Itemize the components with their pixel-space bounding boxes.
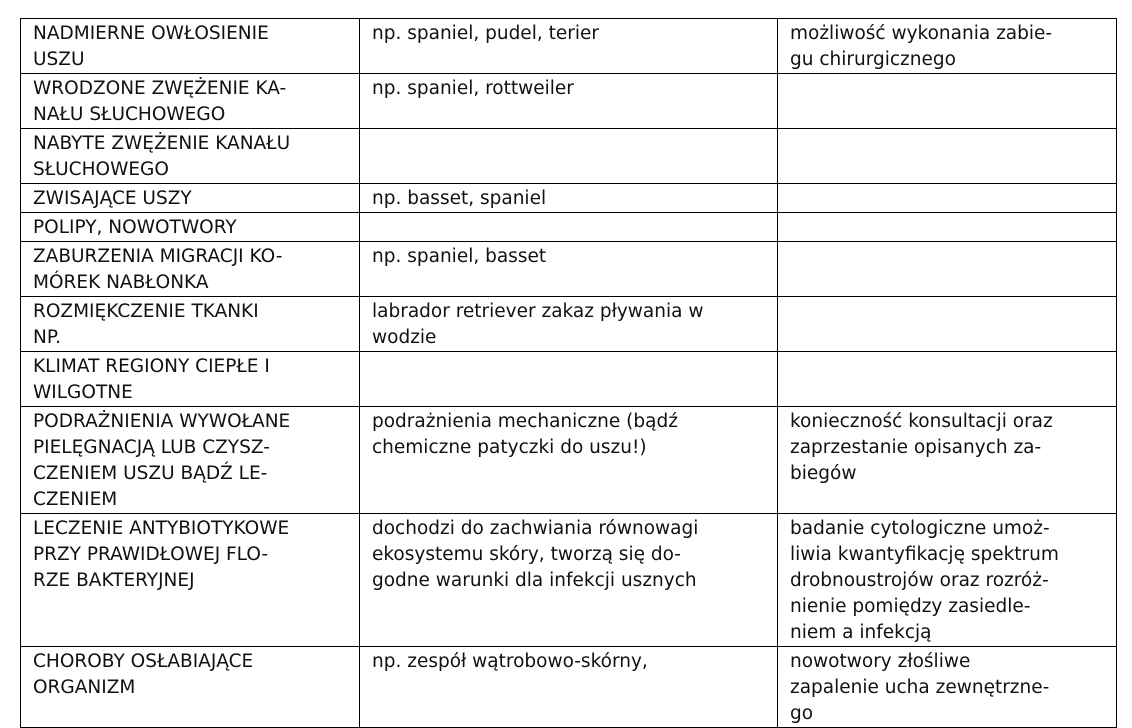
table-row: [21, 297, 1117, 352]
factor-cell: NABYTE ZWĘŻENIE KANAŁU SŁUCHOWEGO: [21, 129, 360, 184]
factor-cell: CHOROBY OSŁABIAJĄCE ORGANIZM: [21, 647, 360, 728]
breed-cell: np. basset, spaniel: [360, 184, 778, 213]
note-cell: [778, 74, 1117, 129]
breed-cell: np. spaniel, basset: [360, 242, 778, 297]
table-row: [21, 352, 1117, 407]
breed-cell: [360, 213, 778, 242]
note-cell: [778, 242, 1117, 297]
factor-cell: NADMIERNE OWŁOSIENIE USZU: [21, 19, 360, 74]
breed-cell: dochodzi do zachwiania równowagi ekosystemu skóry, tworzą się do- godne warunki dla infekcji usznych: [360, 514, 778, 647]
table-row: [21, 19, 1117, 74]
note-cell: [778, 352, 1117, 407]
factor-cell: PODRAŻNIENIA WYWOŁANE PIELĘGNACJĄ LUB CZYSZ- CZENIEM USZU BĄDŹ LE- CZENIEM: [21, 407, 360, 514]
table-row: [21, 514, 1117, 647]
breed-cell: [360, 352, 778, 407]
factor-cell: POLIPY, NOWOTWORY: [21, 213, 360, 242]
factor-cell: WRODZONE ZWĘŻENIE KA- NAŁU SŁUCHOWEGO: [21, 74, 360, 129]
breed-cell: labrador retriever zakaz pływania w wodzie: [360, 297, 778, 352]
factor-cell: KLIMAT REGIONY CIEPŁE I WILGOTNE: [21, 352, 360, 407]
factor-cell: LECZENIE ANTYBIOTYKOWE PRZY PRAWIDŁOWEJ FLO- RZE BAKTERYJNEJ: [21, 514, 360, 647]
note-cell: nowotwory złośliwe zapalenie ucha zewnętrzne- go: [778, 647, 1117, 728]
factor-cell: ROZMIĘKCZENIE TKANKI NP.: [21, 297, 360, 352]
breed-cell: [360, 129, 778, 184]
note-cell: [778, 184, 1117, 213]
breed-cell: np. zespół wątrobowo-skórny,: [360, 647, 778, 728]
note-cell: możliwość wykonania zabie- gu chirurgicznego: [778, 19, 1117, 74]
risk-factors-table: [20, 18, 1117, 728]
note-cell: [778, 297, 1117, 352]
breed-cell: np. spaniel, rottweiler: [360, 74, 778, 129]
document-page: [20, 18, 1117, 728]
note-cell: [778, 129, 1117, 184]
factor-cell: ZABURZENIA MIGRACJI KO- MÓREK NABŁONKA: [21, 242, 360, 297]
table-row: [21, 647, 1117, 728]
breed-cell: np. spaniel, pudel, terier: [360, 19, 778, 74]
factor-cell: ZWISAJĄCE USZY: [21, 184, 360, 213]
table-row: [21, 74, 1117, 129]
breed-cell: podrażnienia mechaniczne (bądź chemiczne patyczki do uszu!): [360, 407, 778, 514]
table-row: [21, 184, 1117, 213]
table-row: [21, 129, 1117, 184]
table-row: [21, 407, 1117, 514]
note-cell: [778, 213, 1117, 242]
note-cell: badanie cytologiczne umoż- liwia kwantyfikację spektrum drobnoustrojów oraz rozróż- nienie pomiędzy zasiedle- niem a infekcją: [778, 514, 1117, 647]
table-row: [21, 242, 1117, 297]
note-cell: konieczność konsultacji oraz zaprzestanie opisanych za- biegów: [778, 407, 1117, 514]
table-row: [21, 213, 1117, 242]
